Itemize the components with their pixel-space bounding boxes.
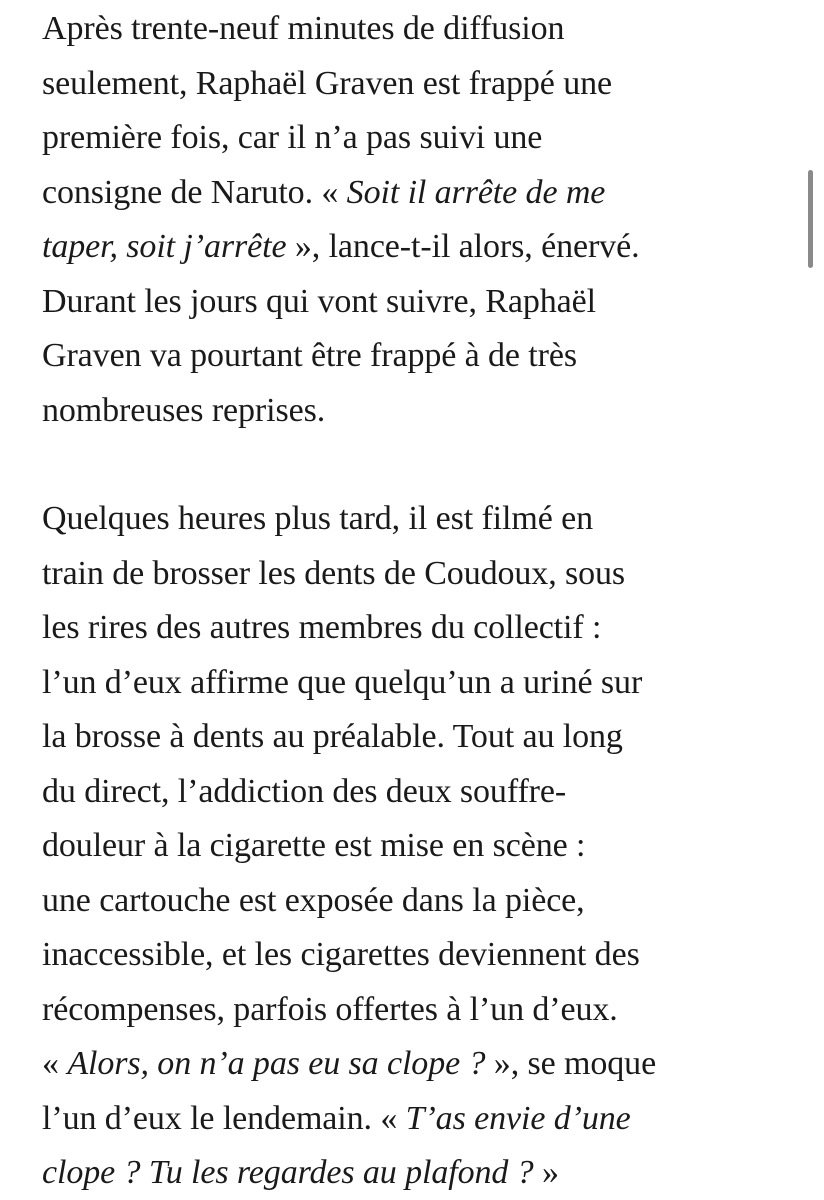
text-line: Graven va pourtant être frappé à de très	[42, 337, 578, 374]
text-line: Après trente-neuf minutes de diffusion	[42, 10, 565, 47]
text-run: «	[42, 1045, 68, 1082]
text-line: Durant les jours qui vont suivre, Raphaël	[42, 282, 596, 320]
text-line: Quelques heures plus tard, il est filmé en	[42, 500, 593, 537]
quote-run: clope ? Tu les regardes au plafond ?	[42, 1154, 534, 1191]
text-line: l’un d’eux affirme que quelqu’un a uriné sur	[42, 663, 643, 701]
text-run: », se moque	[485, 1045, 657, 1082]
text-line	[42, 166, 802, 221]
article-body	[42, 2, 802, 1200]
quote-run: Soit il arrête de me	[346, 173, 606, 211]
text-line: les rires des autres membres du collectif :	[42, 609, 602, 646]
paragraph-2	[42, 492, 802, 1200]
quote-run: Alors, on n’a pas eu sa clope ?	[67, 1045, 486, 1082]
text-run: », lance-t-il alors, énervé.	[286, 228, 640, 265]
text-line	[42, 220, 802, 275]
quote-run: T’as envie d’une	[405, 1099, 631, 1137]
text-line	[42, 1146, 802, 1200]
text-line: du direct, l’addiction des deux souffre-	[42, 772, 567, 810]
text-line	[42, 1037, 802, 1092]
text-line: la brosse à dents au préalable. Tout au long	[42, 718, 623, 755]
scrollbar-thumb[interactable]	[808, 170, 813, 268]
text-line: une cartouche est exposée dans la pièce,	[42, 881, 585, 919]
quote-run: taper, soit j’arrête	[42, 228, 287, 265]
text-line: train de brosser les dents de Coudoux, sous	[42, 554, 626, 592]
text-run: »	[533, 1154, 559, 1191]
text-line: première fois, car il n’a pas suivi une	[42, 119, 543, 156]
text-line: récompenses, parfois offertes à l’un d’eux.	[42, 990, 618, 1028]
text-line: inaccessible, et les cigarettes deviennent des	[42, 936, 640, 973]
text-run: l’un d’eux le lendemain. «	[42, 1099, 406, 1137]
paragraph-1	[42, 2, 802, 438]
text-line	[42, 1092, 802, 1147]
text-run: consigne de Naruto. «	[42, 173, 347, 211]
text-line: douleur à la cigarette est mise en scène :	[42, 827, 586, 864]
text-line: nombreuses reprises.	[42, 391, 326, 429]
text-line: seulement, Raphaël Graven est frappé une	[42, 64, 612, 102]
